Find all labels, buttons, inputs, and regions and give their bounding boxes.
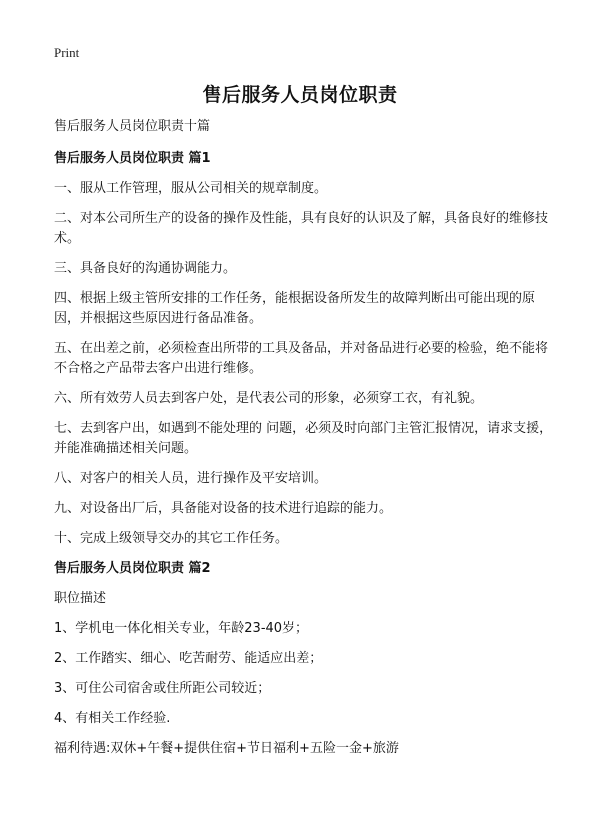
section-2-intro: 职位描述 <box>54 591 107 606</box>
document-body <box>54 117 554 769</box>
section-1-item: 三、具备良好的沟通协调能力。 <box>54 261 237 276</box>
document-subtitle: 售后服务人员岗位职责十篇 <box>54 119 211 134</box>
section-1-item: 九、对设备出厂后，具备能对设备的技术进行追踪的能力。 <box>54 501 393 516</box>
section-1-item: 四、根据上级主管所安排的工作任务，能根据设备所发生的故障判断出可能出现的原因，并根据这些原因进行备品准备。 <box>54 291 536 326</box>
print-link[interactable]: Print <box>54 45 80 60</box>
section-1-item: 十、完成上级领导交办的其它工作任务。 <box>54 531 289 546</box>
document-title: 售后服务人员岗位职责 <box>202 84 398 106</box>
section-2-item: 3、可住公司宿舍或住所距公司较近； <box>54 681 271 696</box>
section-2-item: 4、有相关工作经验. <box>54 711 171 726</box>
section-1-item: 二、对本公司所生产的设备的操作及性能，具有良好的认识及了解，具备良好的维修技术。 <box>54 211 549 246</box>
section-1-item: 六、所有效劳人员去到客户处，是代表公司的形象，必须穿工衣，有礼貌。 <box>54 391 484 406</box>
section-2-heading: 售后服务人员岗位职责 篇2 <box>54 561 211 576</box>
section-1-list <box>54 179 554 549</box>
section-2-item: 1、学机电一体化相关专业，年龄23-40岁； <box>54 621 309 636</box>
benefits-line: 福利待遇:双休+午餐+提供住宿+节日福利+五险一金+旅游 <box>54 741 399 756</box>
section-1-item: 五、在出差之前，必须检查出所带的工具及备品，并对备品进行必要的检验，绝不能将不合格之产品带去客户出进行维修。 <box>54 341 549 376</box>
section-1-item: 七、去到客户出，如遇到不能处理的 问题，必须及时向部门主管汇报情况，请求支援，并能准确描述相关问题。 <box>54 421 553 456</box>
section-1-item: 一、服从工作管理，服从公司相关的规章制度。 <box>54 181 328 196</box>
section-2-item: 2、工作踏实、细心、吃苦耐劳、能适应出差； <box>54 651 323 666</box>
section-1-heading: 售后服务人员岗位职责 篇1 <box>54 151 211 166</box>
section-1-item: 八、对客户的相关人员，进行操作及平安培训。 <box>54 471 328 486</box>
section-2-list <box>54 619 554 729</box>
